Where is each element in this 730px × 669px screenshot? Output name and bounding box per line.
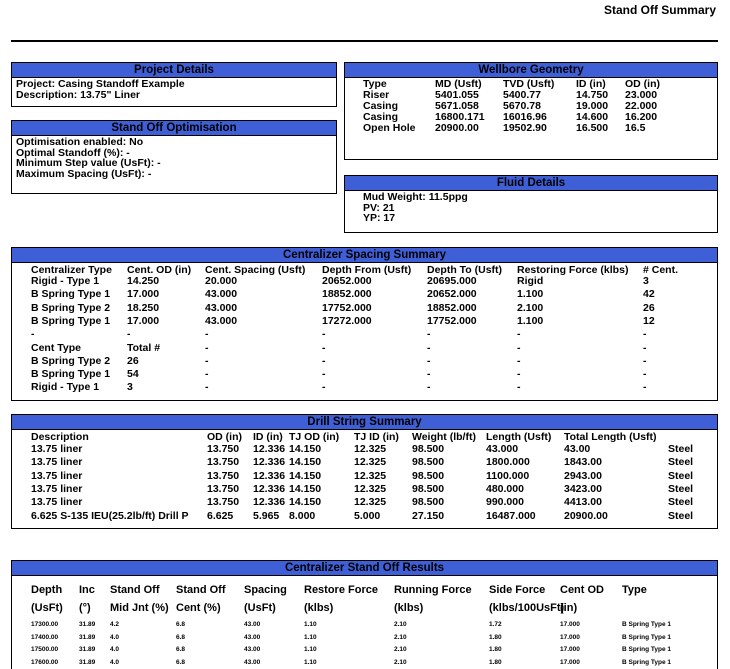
wellbore-geometry-title: Wellbore Geometry [345,63,717,78]
drill-string-r3-c4: 12.325 [354,482,387,495]
standoff-results-h1-header-0: Depth [31,584,63,596]
centralizer-spacing-r7-c0: B Spring Type 1 [31,368,111,381]
drill-string-header-7: Total Length (Usft) [564,431,657,443]
drill-string-r3-c5: 98.500 [412,482,445,495]
drill-string-r3-c2: 12.336 [253,482,286,495]
centralizer-spacing-r2-c1: 18.250 [127,301,160,314]
drill-string-r4-c1: 13.750 [207,496,240,509]
optimisation-enabled: Optimisation enabled: No [16,136,144,148]
centralizer-spacing-header-5: Restoring Force (klbs) [517,264,629,276]
drill-string-r5-c4: 5.000 [354,509,381,522]
drill-string-r5-c1: 6.625 [207,509,234,522]
drill-string-r2-c3: 14.150 [289,469,322,482]
standoff-results-r3-c6: 2.10 [394,658,407,666]
wellbore-geometry-table [345,78,717,158]
drill-string-r0-c4: 12.325 [354,443,387,455]
drill-string-header-1: OD (in) [207,431,242,443]
standoff-results-r1-c4: 43.00 [244,633,261,641]
centralizer-spacing-r3-c4: 17752.000 [427,314,477,327]
centralizer-spacing-r1-c3: 18852.000 [322,288,372,301]
drill-string-r1-c0: 13.75 liner [31,456,83,469]
standoff-results-r2-c6: 2.10 [394,646,407,653]
standoff-results-r2-c4: 43.00 [244,646,261,653]
standoff-results-r1-c5: 1.10 [304,633,317,641]
wellbore-geometry-r1-c0: Casing [363,100,399,112]
drill-string-r2-c4: 12.325 [354,469,387,482]
standoff-results-r3-c1: 31.89 [79,658,96,666]
centralizer-spacing-r6-c5: - [517,354,521,367]
standoff-results-h1-header-5: Restore Force [304,584,378,596]
standoff-results-r2-c3: 6.8 [176,646,186,653]
standoff-results-h1-header-2: Stand Off [110,584,160,596]
drill-string-r3-c0: 13.75 liner [31,482,83,495]
centralizer-spacing-r0-c5: Rigid [517,275,544,287]
standoff-results-r1-c6: 2.10 [394,633,407,641]
centralizer-spacing-r7-c4: - [427,368,431,381]
centralizer-spacing-r6-c2: - [205,354,209,367]
standoff-results-h1-header-8: Cent OD [560,584,604,596]
standoff-results-r3-c2: 4.0 [110,658,120,666]
fluid-details-title: Fluid Details [345,176,717,191]
drill-string-header-0: Description [31,431,89,443]
standoff-optimisation-title: Stand Off Optimisation [12,121,336,136]
centralizer-spacing-r7-c2: - [205,368,209,381]
standoff-results-h2-header-1: (°) [79,602,91,614]
wellbore-geometry-r1-c1: 5671.058 [435,100,479,112]
standoff-results-r1-c3: 6.8 [176,633,186,641]
wellbore-geometry-header-0: Type [363,78,387,90]
drill-string-r1-c6: 1800.000 [486,456,530,469]
drill-string-r1-c4: 12.325 [354,456,387,469]
centralizer-spacing-r2-c6: 26 [643,301,655,314]
centralizer-spacing-r1-c2: 43.000 [205,288,238,301]
wellbore-geometry-r3-c1: 20900.00 [435,122,479,134]
centralizer-spacing-r0-c0: Rigid - Type 1 [31,275,100,287]
drill-string-r2-c6: 1100.000 [486,469,530,482]
standoff-results-r0-c8: 17.000 [560,621,580,628]
centralizer-spacing-header-3: Depth From (Usft) [322,264,412,276]
standoff-results-h1-header-9: Type [622,584,647,596]
centralizer-spacing-r6-c0: B Spring Type 2 [31,354,111,367]
standoff-results-r1-c1: 31.89 [79,633,96,641]
drill-string-panel [11,414,718,529]
centralizer-spacing-r3-c0: B Spring Type 1 [31,314,111,327]
wellbore-geometry-r2-c3: 14.600 [576,111,609,123]
standoff-results-r0-c0: 17300.00 [31,621,59,628]
drill-string-r3-c8: Steel [668,482,694,495]
centralizer-spacing-r2-c3: 17752.000 [322,301,372,314]
centralizer-spacing-r4-c2: - [205,328,209,341]
centralizer-spacing-r1-c4: 20652.000 [427,288,477,301]
standoff-results-h2-header-6: (klbs) [394,602,424,614]
wellbore-geometry-r0-c1: 5401.055 [435,89,479,101]
project-details-title: Project Details [12,63,336,78]
wellbore-geometry-r0-c3: 14.750 [576,89,609,101]
drill-string-r2-c5: 98.500 [412,469,445,482]
standoff-results-r0-c1: 31.89 [79,621,96,628]
centralizer-spacing-r0-c4: 20695.000 [427,275,477,287]
wellbore-geometry-header-1: MD (Usft) [435,78,482,90]
centralizer-spacing-r4-c4: - [427,328,431,341]
drill-string-r0-c7: 43.00 [564,443,591,455]
standoff-results-h1-header-6: Running Force [394,584,472,596]
wellbore-geometry-r0-c4: 23.000 [625,89,658,101]
centralizer-spacing-r4-c6: - [643,328,647,341]
centralizer-spacing-r1-c1: 17.000 [127,288,160,301]
standoff-results-r0-c4: 43.00 [244,621,261,628]
wellbore-geometry-panel [344,62,718,160]
drill-string-r5-c0: 6.625 S-135 IEU(25.2lb/ft) Drill P [31,509,189,522]
centralizer-spacing-r7-c3: - [322,368,326,381]
drill-string-r1-c7: 1843.00 [564,456,602,469]
standoff-results-r3-c4: 43.00 [244,658,261,666]
standoff-results-h2-header-2: Mid Jnt (%) [110,602,169,614]
drill-string-header-4: TJ ID (in) [354,431,399,443]
centralizer-spacing-r6-c1: 26 [127,354,139,367]
maximum-spacing: Maximum Spacing (UsFt): - [16,167,152,180]
optimal-standoff: Optimal Standoff (%): - [16,146,130,159]
centralizer-spacing-r1-c6: 42 [643,288,655,301]
centralizer-spacing-r7-c1: 54 [127,368,139,381]
standoff-results-r2-c0: 17500.00 [31,646,59,653]
centralizer-spacing-r8-c2: - [205,381,209,394]
wellbore-geometry-r1-c4: 22.000 [625,100,658,112]
drill-string-r2-c7: 2943.00 [564,469,602,482]
standoff-results-h2-header-5: (klbs) [304,602,334,614]
centralizer-spacing-r7-c6: - [643,368,647,381]
centralizer-spacing-r1-c0: B Spring Type 1 [31,288,111,301]
drill-string-r1-c8: Steel [668,456,694,469]
standoff-results-r2-c7: 1.80 [489,646,502,653]
wellbore-geometry-r3-c0: Open Hole [363,122,416,134]
header-rule [11,40,718,42]
standoff-optimisation-panel [11,120,337,194]
drill-string-r5-c5: 27.150 [412,509,445,522]
drill-string-r2-c1: 13.750 [207,469,240,482]
centralizer-spacing-r8-c1: 3 [127,381,133,394]
drill-string-r4-c4: 12.325 [354,496,387,509]
centralizer-spacing-r0-c1: 14.250 [127,275,160,287]
standoff-results-r0-c5: 1.10 [304,621,317,628]
centralizer-spacing-header-2: Cent. Spacing (Usft) [205,264,306,276]
standoff-results-h1-header-7: Side Force [489,584,546,596]
drill-string-r1-c2: 12.336 [253,456,286,469]
standoff-results-r2-c8: 17.000 [560,646,580,653]
wellbore-geometry-header-4: OD (in) [625,78,660,90]
centralizer-spacing-r2-c5: 2.100 [517,301,544,314]
centralizer-spacing-r8-c0: Rigid - Type 1 [31,381,100,394]
drill-string-r4-c5: 98.500 [412,496,445,509]
standoff-results-h1-header-1: Inc [79,584,95,596]
page-title: Stand Off Summary [603,3,716,17]
centralizer-spacing-table [12,263,717,399]
standoff-results-h2-header-7: (klbs/100UsFt) [489,602,565,614]
centralizer-spacing-r0-c2: 20.000 [205,275,238,287]
drill-string-r4-c6: 990.000 [486,496,524,509]
centralizer-spacing-r5-c5: - [517,341,521,354]
centralizer-spacing-panel [11,247,718,401]
drill-string-r0-c8: Steel [668,443,694,455]
centralizer-spacing-header-1: Cent. OD (in) [127,264,192,276]
standoff-results-r1-c9: B Spring Type 1 [622,633,671,641]
drill-string-r5-c6: 16487.000 [486,509,536,522]
drill-string-r5-c2: 5.965 [253,509,280,522]
centralizer-spacing-r8-c6: - [643,381,647,394]
centralizer-spacing-header-6: # Cent. [643,264,679,276]
drill-string-title: Drill String Summary [12,415,717,430]
centralizer-spacing-r8-c4: - [427,381,431,394]
centralizer-spacing-r5-c2: - [205,341,209,354]
drill-string-r4-c7: 4413.00 [564,496,602,509]
drill-string-r0-c0: 13.75 liner [31,443,83,455]
standoff-results-r0-c7: 1.72 [489,621,502,628]
standoff-results-r0-c2: 4.2 [110,621,120,628]
project-details-panel [11,62,337,107]
standoff-results-r1-c8: 17.000 [560,633,580,641]
drill-string-header-5: Weight (lb/ft) [412,431,476,443]
drill-string-header-2: ID (in) [253,431,283,443]
centralizer-spacing-r6-c3: - [322,354,326,367]
standoff-results-r0-c3: 6.8 [176,621,186,628]
drill-string-r4-c8: Steel [668,496,694,509]
centralizer-spacing-header-0: Centralizer Type [31,264,112,276]
drill-string-r4-c0: 13.75 liner [31,496,83,509]
centralizer-spacing-r0-c3: 20652.000 [322,275,372,287]
drill-string-r0-c6: 43.000 [486,443,519,455]
standoff-results-title: Centralizer Stand Off Results [12,561,717,576]
drill-string-r1-c1: 13.750 [207,456,240,469]
drill-string-r0-c3: 14.150 [289,443,322,455]
centralizer-spacing-r6-c6: - [643,354,647,367]
drill-string-r5-c8: Steel [668,509,694,522]
wellbore-geometry-r2-c4: 16.200 [625,111,658,123]
drill-string-r5-c7: 20900.00 [564,509,608,522]
drill-string-r0-c2: 12.336 [253,443,286,455]
centralizer-spacing-r1-c5: 1.100 [517,288,544,301]
standoff-results-h1-header-3: Stand Off [176,584,226,596]
drill-string-r5-c3: 8.000 [289,509,316,522]
wellbore-geometry-r0-c2: 5400.77 [503,89,541,101]
standoff-results-r1-c2: 4.0 [110,633,120,641]
drill-string-r2-c0: 13.75 liner [31,469,83,482]
standoff-results-h2-header-8: (in) [560,602,578,614]
fluid-details-panel [344,175,718,233]
wellbore-geometry-r3-c2: 19502.90 [503,122,547,134]
centralizer-spacing-r5-c0: Cent Type [31,341,81,354]
wellbore-geometry-r3-c4: 16.5 [625,122,646,134]
drill-string-r3-c3: 14.150 [289,482,322,495]
centralizer-spacing-r2-c0: B Spring Type 2 [31,301,111,314]
drill-string-r1-c5: 98.500 [412,456,445,469]
minimum-step-value: Minimum Step value (UsFt): - [16,157,161,170]
centralizer-spacing-r4-c3: - [322,328,326,341]
standoff-results-table [12,576,717,669]
centralizer-spacing-r7-c5: - [517,368,521,381]
centralizer-spacing-r0-c6: 3 [643,275,649,287]
centralizer-spacing-r5-c4: - [427,341,431,354]
project-name: Project: Casing Standoff Example [16,78,185,90]
centralizer-spacing-r2-c4: 18852.000 [427,301,477,314]
standoff-results-r2-c1: 31.89 [79,646,96,653]
centralizer-spacing-r3-c3: 17272.000 [322,314,372,327]
centralizer-spacing-title: Centralizer Spacing Summary [12,248,717,263]
standoff-results-r2-c2: 4.0 [110,646,120,653]
drill-string-table [12,430,717,527]
centralizer-spacing-r5-c1: Total # [127,341,161,354]
standoff-results-r0-c6: 2.10 [394,621,407,628]
drill-string-r2-c8: Steel [668,469,694,482]
standoff-results-r1-c0: 17400.00 [31,633,59,641]
project-description: Description: 13.75" Liner [16,88,141,101]
centralizer-spacing-r4-c0: - [31,328,35,341]
plastic-viscosity: PV: 21 [363,201,395,214]
drill-string-r3-c1: 13.750 [207,482,240,495]
yield-point: YP: 17 [363,212,396,225]
drill-string-r4-c3: 14.150 [289,496,322,509]
centralizer-spacing-r6-c4: - [427,354,431,367]
wellbore-geometry-r2-c1: 16800.171 [435,111,485,123]
drill-string-r3-c7: 3423.00 [564,482,602,495]
centralizer-spacing-r3-c1: 17.000 [127,314,160,327]
standoff-results-r3-c9: B Spring Type 1 [622,658,671,666]
standoff-results-panel [11,560,718,669]
wellbore-geometry-r3-c3: 16.500 [576,122,609,134]
drill-string-r2-c2: 12.336 [253,469,286,482]
wellbore-geometry-header-3: ID (in) [576,78,606,90]
centralizer-spacing-r4-c1: - [127,328,131,341]
centralizer-spacing-r5-c6: - [643,341,647,354]
drill-string-header-3: TJ OD (in) [289,431,340,443]
drill-string-r0-c1: 13.750 [207,443,240,455]
centralizer-spacing-r8-c3: - [322,381,326,394]
wellbore-geometry-r1-c3: 19.000 [576,100,609,112]
drill-string-r4-c2: 12.336 [253,496,286,509]
standoff-results-h1-header-4: Spacing [244,584,287,596]
standoff-results-r2-c5: 1.10 [304,646,317,653]
wellbore-geometry-r0-c0: Riser [363,89,390,101]
wellbore-geometry-r1-c2: 5670.78 [503,100,541,112]
standoff-results-r3-c7: 1.80 [489,658,502,666]
drill-string-r3-c6: 480.000 [486,482,524,495]
centralizer-spacing-header-4: Depth To (Usft) [427,264,503,276]
standoff-results-r3-c5: 1.10 [304,658,317,666]
standoff-results-r3-c8: 17.000 [560,658,580,666]
standoff-results-h2-header-3: Cent (%) [176,602,221,614]
standoff-results-h2-header-0: (UsFt) [31,602,63,614]
centralizer-spacing-r3-c2: 43.000 [205,314,238,327]
centralizer-spacing-r8-c5: - [517,381,521,394]
centralizer-spacing-r3-c6: 12 [643,314,655,327]
standoff-results-r1-c7: 1.80 [489,633,502,641]
standoff-results-r3-c3: 6.8 [176,658,186,666]
centralizer-spacing-r3-c5: 1.100 [517,314,544,327]
drill-string-r0-c5: 98.500 [412,443,445,455]
wellbore-geometry-header-2: TVD (Usft) [503,78,555,90]
standoff-results-r2-c9: B Spring Type 1 [622,646,671,653]
wellbore-geometry-r2-c2: 16016.96 [503,111,547,123]
drill-string-r1-c3: 14.150 [289,456,322,469]
standoff-results-r3-c0: 17600.00 [31,658,59,666]
centralizer-spacing-r2-c2: 43.000 [205,301,238,314]
mud-weight: Mud Weight: 11.5ppg [363,191,468,203]
wellbore-geometry-r2-c0: Casing [363,111,399,123]
centralizer-spacing-r5-c3: - [322,341,326,354]
standoff-results-r0-c9: B Spring Type 1 [622,621,671,628]
centralizer-spacing-r4-c5: - [517,328,521,341]
drill-string-header-6: Length (Usft) [486,431,552,443]
standoff-results-h2-header-4: (UsFt) [244,602,276,614]
